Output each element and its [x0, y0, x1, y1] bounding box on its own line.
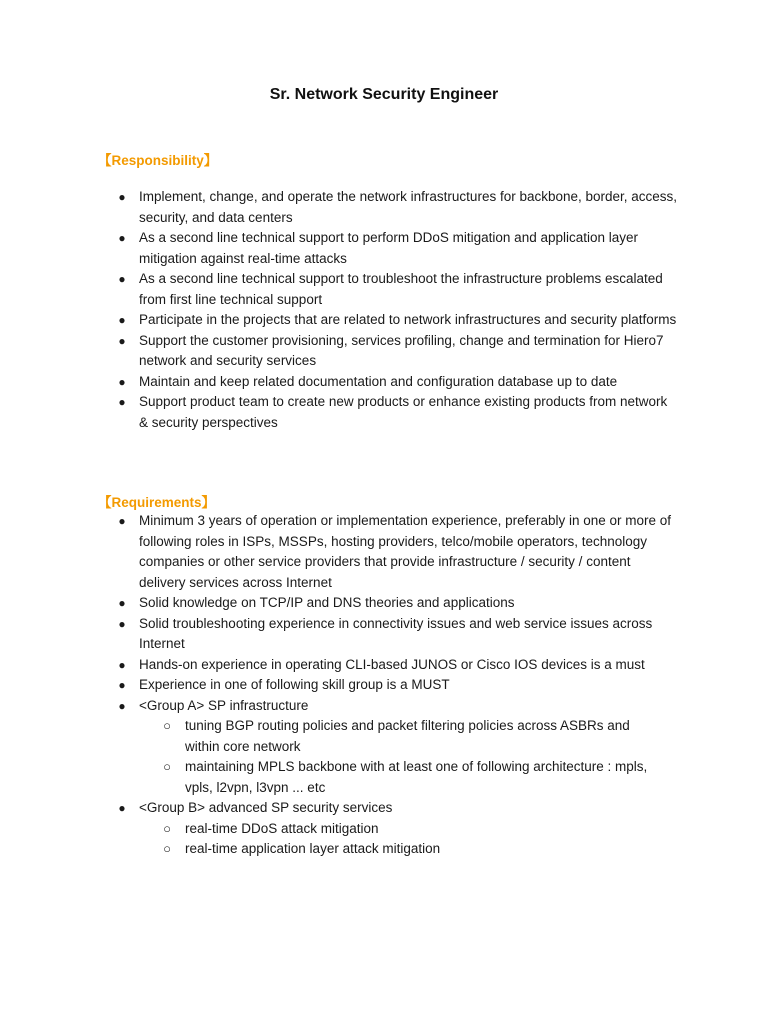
list-item-text: Maintain and keep related documentation and configuration database up to date — [139, 373, 618, 389]
sub-list-item-text: tuning BGP routing policies and packet filtering policies across ASBRs and within core network — [185, 718, 630, 754]
requirements-heading: 【Requirements】 — [98, 495, 216, 510]
list-item-text: Solid knowledge on TCP/IP and DNS theories and applications — [139, 595, 515, 610]
list-item — [0, 614, 679, 655]
list-item-text: Solid troubleshooting experience in connectivity issues and web service issues across Internet — [139, 615, 653, 651]
list-item-text: As a second line technical support to troubleshoot the infrastructure problems escalated from first line technical support — [139, 271, 663, 307]
list-item — [0, 331, 679, 372]
list-item — [0, 372, 679, 393]
hollow-bullet-icon: ○ — [163, 718, 171, 733]
sub-list-item — [0, 716, 655, 757]
bullet-icon: ● — [118, 374, 126, 389]
bullet-icon: ● — [118, 678, 126, 692]
list-item-text: <Group A> SP infrastructure — [139, 697, 309, 713]
list-item-text: Hands-on experience in operating CLI-based JUNOS or Cisco IOS devices is a must — [139, 656, 645, 672]
list-item — [0, 269, 679, 310]
list-item-text: As a second line technical support to perform DDoS mitigation and application layer mitigation against real-time attacks — [139, 230, 639, 266]
bullet-icon: ● — [118, 272, 126, 286]
bullet-icon: ● — [118, 596, 126, 610]
bullet-icon: ● — [118, 514, 126, 528]
hollow-bullet-icon: ○ — [163, 759, 171, 774]
sub-list-item — [0, 757, 655, 798]
bullet-icon: ● — [118, 231, 126, 245]
bullet-icon: ● — [118, 657, 126, 672]
list-item-text: <Group B> advanced SP security services — [139, 800, 393, 815]
bullet-icon: ● — [118, 616, 126, 631]
bullet-icon: ● — [118, 801, 126, 815]
list-item-text: Experience in one of following skill group is a MUST — [139, 677, 450, 692]
bullet-icon: ● — [118, 395, 126, 409]
list-item — [0, 798, 679, 819]
sub-list-item — [0, 839, 655, 860]
sub-list-item-text: real-time application layer attack mitigation — [185, 841, 441, 856]
list-item — [0, 392, 679, 433]
list-item-text: Minimum 3 years of operation or implementation experience, preferably in one or more of following roles in ISPs, MSSPs, hosting providers, telco/mobile operators, technology companies or other service providers that provide infrastructure / security / content delivery services across Internet — [139, 513, 672, 590]
bullet-icon: ● — [118, 190, 126, 204]
list-item — [0, 655, 679, 676]
bullet-icon: ● — [118, 333, 126, 348]
list-item-text: Support the customer provisioning, services profiling, change and termination for Hiero7 network and security services — [139, 332, 664, 368]
responsibility-list — [0, 187, 768, 433]
hollow-bullet-icon: ○ — [163, 841, 171, 856]
requirements-list — [0, 511, 768, 860]
list-item — [0, 696, 679, 717]
list-item-text: Implement, change, and operate the network infrastructures for backbone, border, access, security, and data centers — [139, 189, 678, 225]
list-item — [0, 511, 679, 593]
page-title: Sr. Network Security Engineer — [269, 86, 499, 103]
list-item — [0, 310, 679, 331]
hollow-bullet-icon: ○ — [163, 820, 171, 836]
responsibility-heading: 【Responsibility】 — [98, 153, 218, 168]
list-item-text: Support product team to create new products or enhance existing products from network & security perspectives — [139, 394, 668, 430]
bullet-icon: ● — [118, 313, 126, 327]
list-item — [0, 228, 679, 269]
list-item-text: Participate in the projects that are related to network infrastructures and security platforms — [139, 312, 677, 327]
sub-list-item-text: real-time DDoS attack mitigation — [185, 820, 379, 836]
sub-list-item — [0, 819, 655, 840]
list-item — [0, 187, 679, 228]
list-item — [0, 675, 679, 696]
sub-list-item-text: maintaining MPLS backbone with at least one of following architecture : mpls, vpls, l2vpn, l3vpn ... etc — [185, 759, 648, 795]
bullet-icon: ● — [118, 698, 126, 713]
list-item — [0, 593, 679, 614]
